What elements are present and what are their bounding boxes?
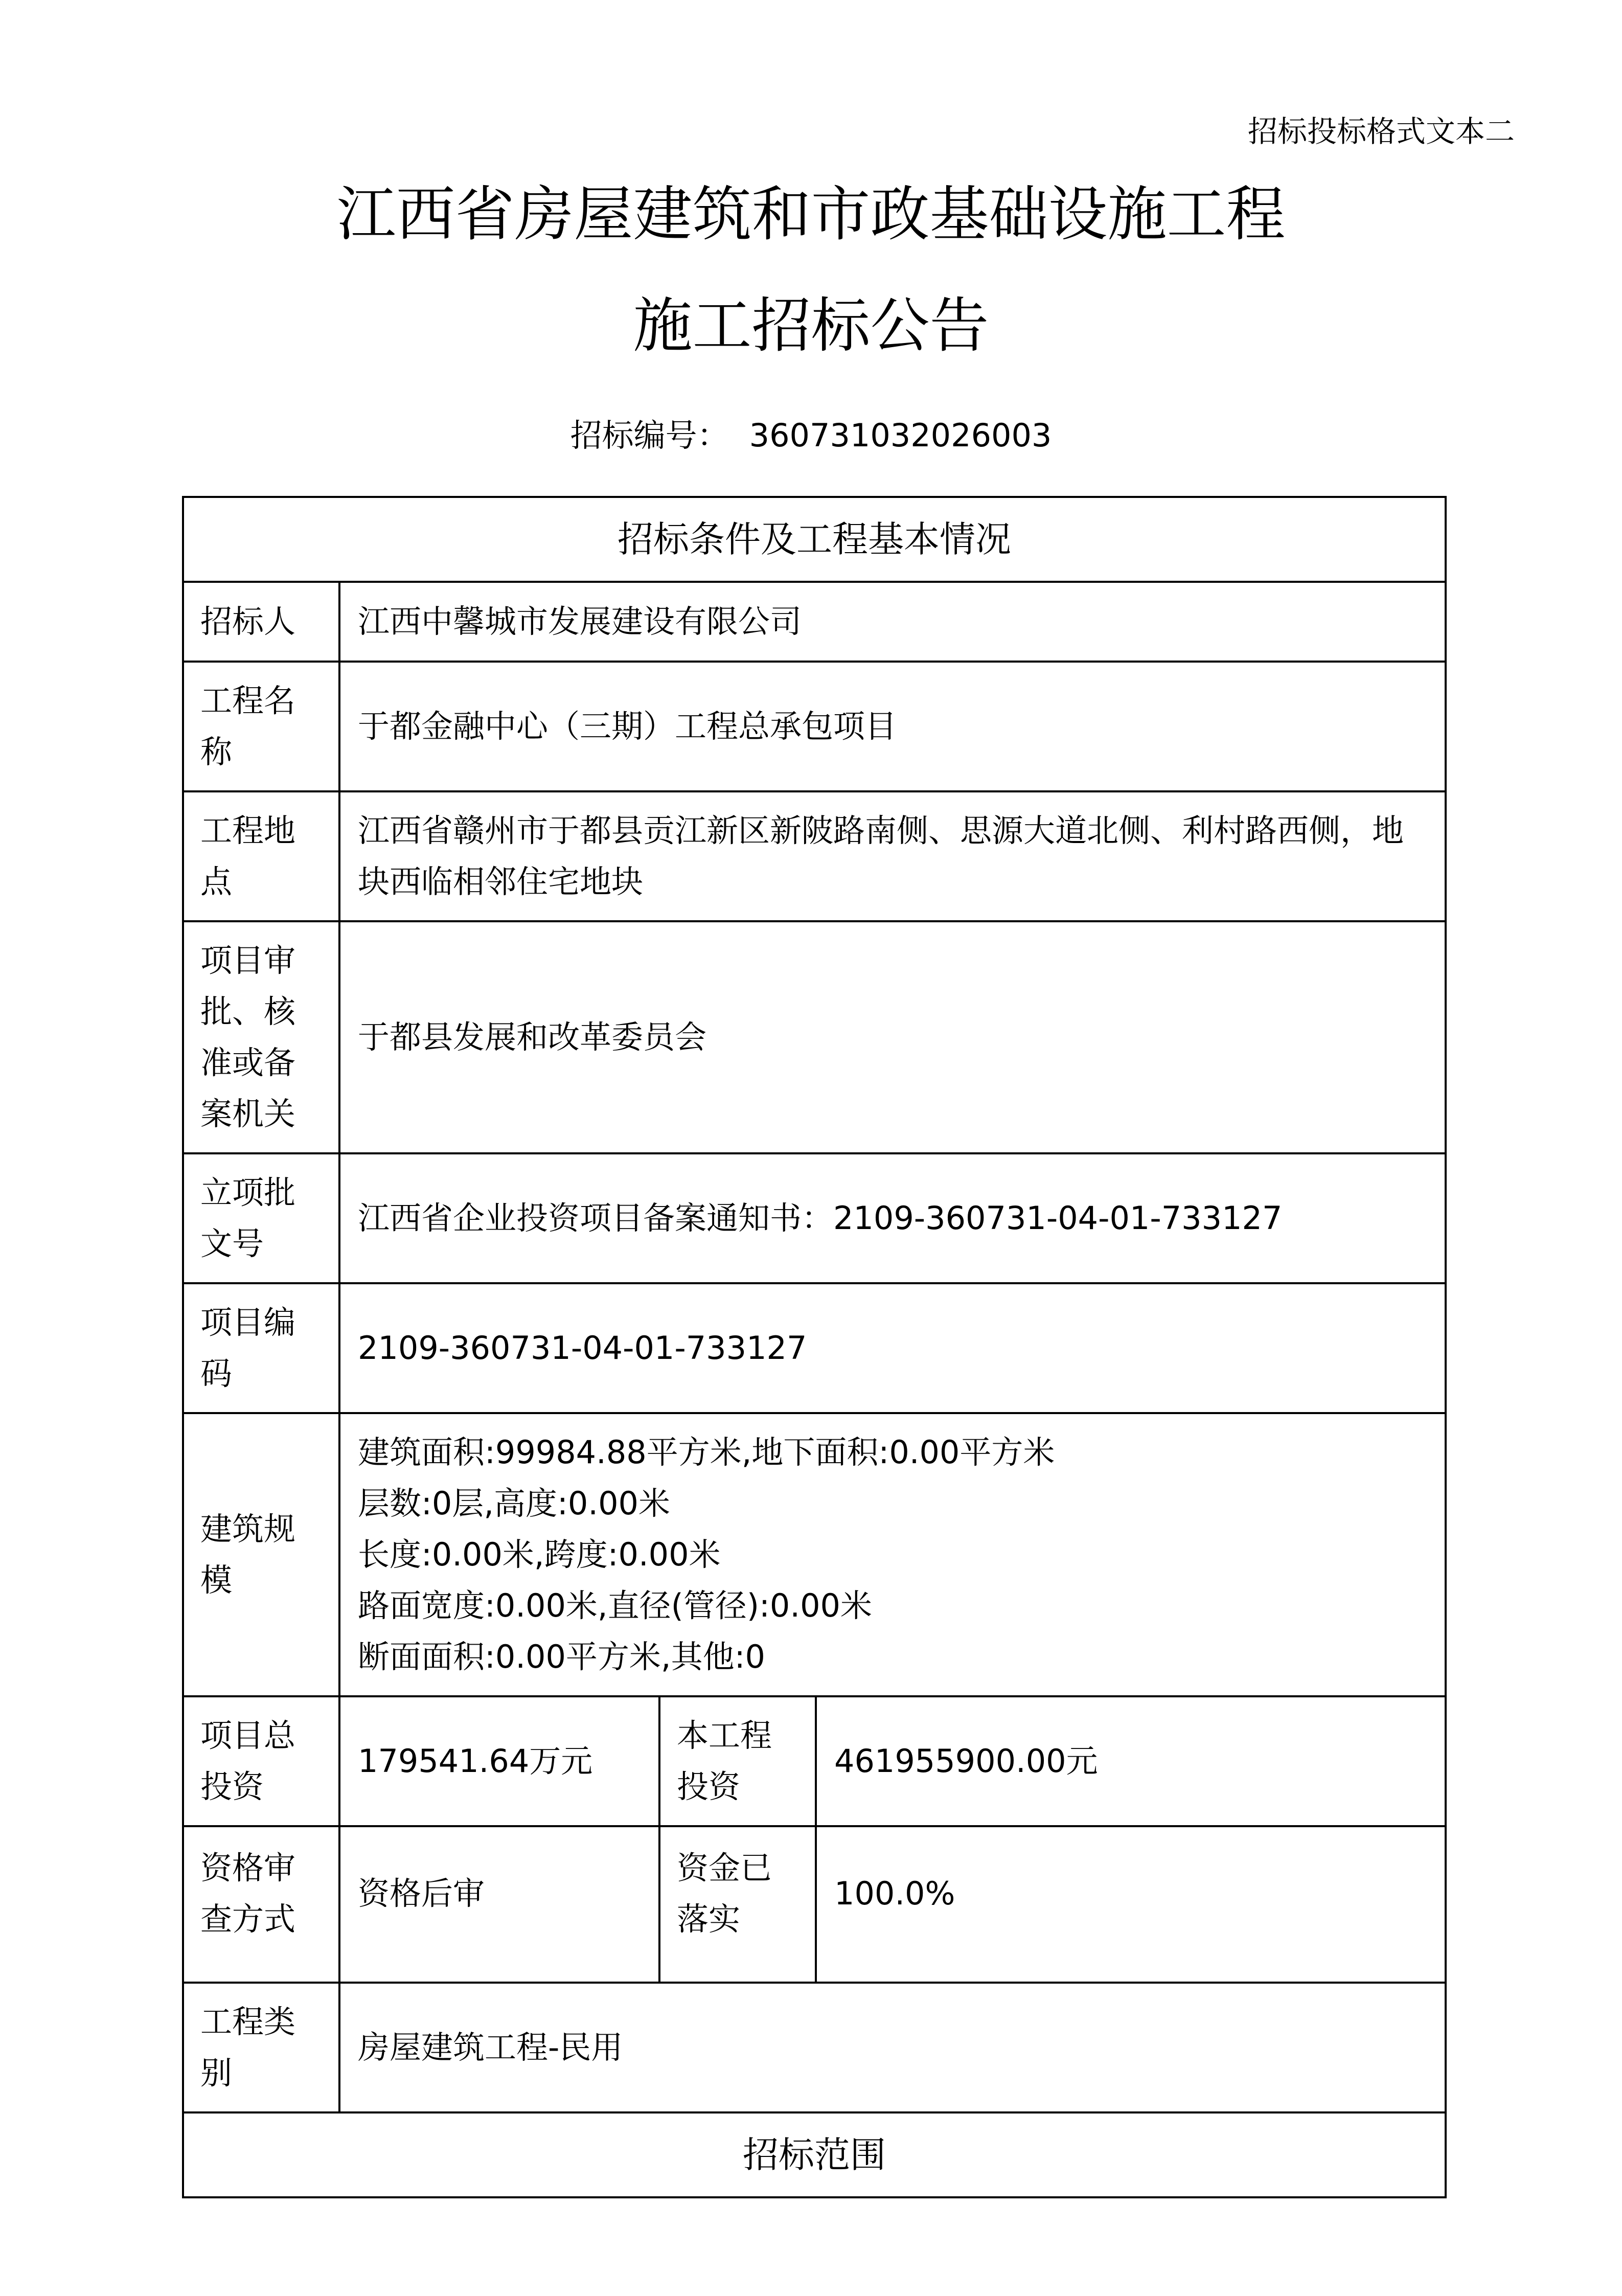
page-title: 江西省房屋建筑和市政基础设施工程 (336, 180, 1286, 249)
tenderer-label: 招标人 (183, 582, 339, 662)
project-category-value: 房屋建筑工程-民用 (339, 1983, 1446, 2112)
tender-number-value: 360731032026003 (749, 417, 1052, 454)
tenderer-value: 江西中馨城市发展建设有限公司 (339, 582, 1446, 662)
project-name-value: 于都金融中心（三期）工程总承包项目 (339, 662, 1446, 791)
qualification-method-value: 资格后审 (339, 1826, 659, 1983)
document-format-note: 招标投标格式文本二 (1247, 114, 1515, 149)
building-scale-line: 长度:0.00米,跨度:0.00米 (358, 1536, 721, 1573)
section-title-conditions: 招标条件及工程基本情况 (183, 497, 1446, 582)
approval-doc-value: 江西省企业投资项目备案通知书：2109-360731-04-01-733127 (339, 1153, 1446, 1283)
funds-secured-value: 100.0% (816, 1826, 1446, 1983)
table-row (183, 1696, 1446, 1826)
tender-number-label: 招标编号： (570, 417, 729, 454)
building-scale-label: 建筑规模 (183, 1413, 339, 1696)
table-row (183, 921, 1446, 1153)
funds-secured-label: 资金已落实 (659, 1826, 816, 1983)
table-row (183, 1826, 1446, 1983)
project-code-value: 2109-360731-04-01-733127 (339, 1283, 1446, 1413)
project-location-value: 江西省赣州市于都县贡江新区新陂路南侧、思源大道北侧、利村路西侧，地块西临相邻住宅地块 (339, 791, 1446, 921)
project-investment-label: 本工程投资 (659, 1696, 816, 1826)
building-scale-line: 建筑面积:99984.88平方米,地下面积:0.00平方米 (358, 1434, 1055, 1471)
tender-number (0, 415, 1622, 456)
table-row (183, 497, 1446, 582)
table-row (183, 2112, 1446, 2197)
building-scale-line: 断面面积:0.00平方米,其他:0 (358, 1638, 765, 1675)
table-row (183, 1153, 1446, 1283)
table-row (183, 1413, 1446, 1696)
approval-authority-label: 项目审批、核准或备案机关 (183, 921, 339, 1153)
section-title-scope: 招标范围 (183, 2112, 1446, 2197)
project-name-label: 工程名称 (183, 662, 339, 791)
table-row (183, 1983, 1446, 2112)
building-scale-value (339, 1413, 1446, 1696)
table-row (183, 791, 1446, 921)
project-location-label: 工程地点 (183, 791, 339, 921)
table-row (183, 662, 1446, 791)
building-scale-line: 路面宽度:0.00米,直径(管径):0.00米 (358, 1587, 872, 1624)
project-code-label: 项目编码 (183, 1283, 339, 1413)
table-row (183, 582, 1446, 662)
table-row (183, 1283, 1446, 1413)
page-subtitle: 施工招标公告 (633, 291, 989, 360)
project-category-label: 工程类别 (183, 1983, 339, 2112)
qualification-method-label: 资格审查方式 (183, 1826, 339, 1983)
approval-authority-value: 于都县发展和改革委员会 (339, 921, 1446, 1153)
project-investment-value: 461955900.00元 (816, 1696, 1446, 1826)
approval-doc-label: 立项批文号 (183, 1153, 339, 1283)
total-investment-value: 179541.64万元 (339, 1696, 659, 1826)
total-investment-label: 项目总投资 (183, 1696, 339, 1826)
tender-info-table (182, 496, 1447, 2198)
building-scale-line: 层数:0层,高度:0.00米 (358, 1485, 670, 1522)
